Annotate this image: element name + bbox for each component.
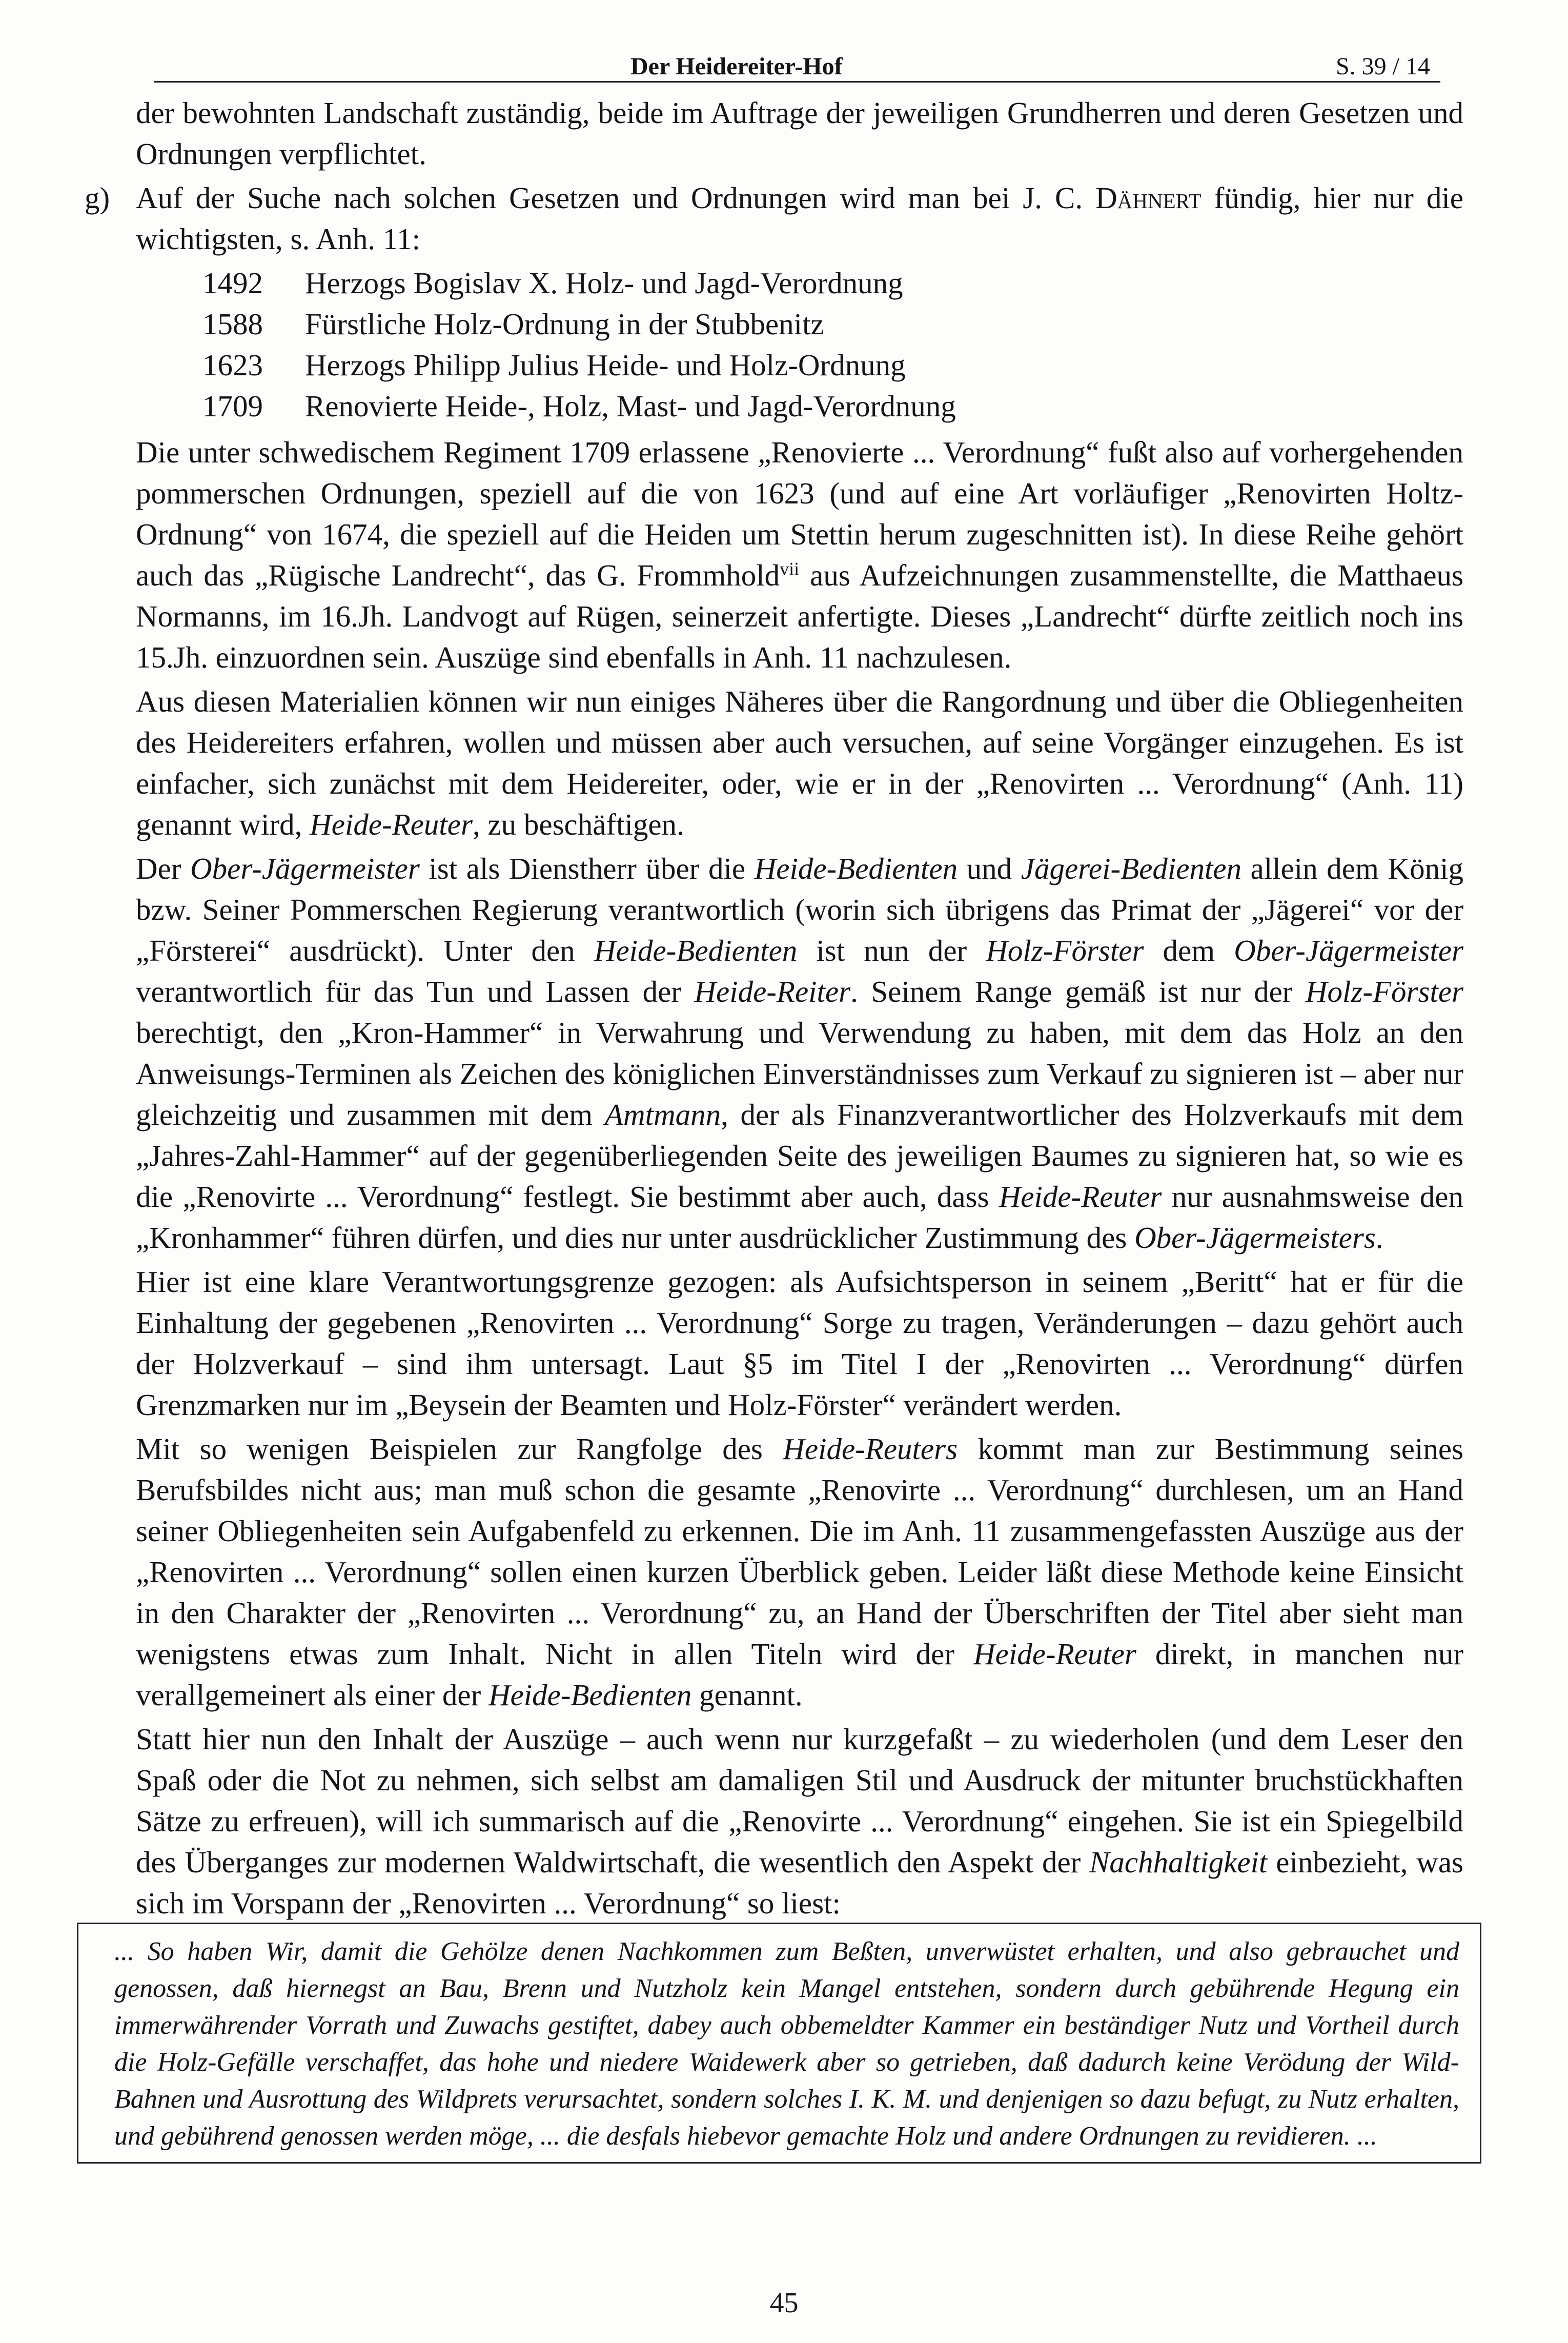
paragraph-text: Mit so wenigen Beispielen zur Rangfolge des xyxy=(136,1432,783,1466)
law-row xyxy=(202,304,1463,345)
body-text xyxy=(85,92,1463,1927)
paragraph-text: kommt man zur Bestimmung seines Berufsbildes nicht aus; man muß schon die gesamte „Renovirte ... Verordnung“ durchlesen, um an Hand seiner Obliegenheiten sein Aufgabenfeld zu erkennen. Die im Anh. 11 zusammengefassten Auszüge aus der „Renovirten ... Verordnung“ sollen einen kurzen Überblick geben. Leider läßt diese Methode keine Einsicht in den Charakter der „Renovirten ... Verordnung“ zu, an Hand der Überschriften der Titel aber sieht man wenigstens etwas zum Inhalt. Nicht in allen Titeln wird der xyxy=(136,1432,1463,1671)
paragraph-text: Statt hier nun den Inhalt der Auszüge – auch wenn nur kurzgefaßt – zu wiederholen (und dem Leser den Spaß oder die Not zu nehmen, sich selbst am damaligen Stil und Ausdruck der mitunter bruchstückhaften Sätze zu erfreuen), will ich summarisch auf die „Renovirte ... Verordnung“ eingehen. Sie ist ein Spiegelbild des Überganges zur modernen Waldwirtschaft, die wesentlich den Aspekt der xyxy=(136,1722,1463,1879)
law-title: Herzogs Bogislav X. Holz- und Jagd-Verordnung xyxy=(305,266,903,300)
paragraph xyxy=(136,681,1463,845)
emphasis: Jägerei-Bedienten xyxy=(1021,852,1242,885)
emphasis: Heide-Reuter xyxy=(310,807,473,841)
paragraph-text: . xyxy=(1375,1221,1383,1255)
paragraph-text: einbezieht, was sich im Vorspann der „Renovirten ... Verordnung“ so liest: xyxy=(136,1845,1463,1920)
paragraph-text: Aus diesen Materialien können wir nun einiges Näheres über die Rangordnung und über die Obliegenheiten des Heidereiters erfahren, wollen und müssen aber auch versuchen, auf seine Vorgänger einzugehen. Es ist einfacher, sich zunächst mit dem Heidereiter, oder, wie er in der „Renovirten ... Verordnung“ (Anh. 11) genannt wird, xyxy=(136,684,1463,841)
law-title: Renovierte Heide-, Holz, Mast- und Jagd-Verordnung xyxy=(305,389,956,423)
emphasis: Ober-Jägermeister xyxy=(1234,934,1463,967)
paragraph-text: Die unter schwedischem Regiment 1709 erlassene „Renovierte ... Verordnung“ fußt also auf vorhergehenden pommerschen Ordnungen, speziell auf die von 1623 (und auf eine Art vorläufiger „Renovirten Holtz-Ordnung“ von 1674, die speziell auf die Heiden um Stettin herum zugeschnitten ist). In diese Reihe gehört auch das „Rügische Landrecht“, das G. Frommhold xyxy=(136,435,1463,592)
emphasis: Ober-Jägermeisters xyxy=(1134,1221,1376,1255)
paragraph-text: ist nun der xyxy=(797,934,986,967)
list-item-text-b: fündig, hier nur die wichtigsten, s. Anh. 11: xyxy=(136,181,1463,256)
emphasis: Heide-Reiter xyxy=(694,975,851,1008)
paragraph-text: und xyxy=(958,852,1021,885)
paragraph-text: direkt, in manchen nur verallgemeinert als einer der xyxy=(136,1637,1463,1712)
paragraph-text: nur ausnahmsweise den „Kronhammer“ führen dürfen, und dies nur unter ausdrücklicher Zustimmung des xyxy=(136,1180,1463,1255)
paragraph xyxy=(136,432,1463,678)
law-row xyxy=(202,386,1463,427)
endnote-marker[interactable]: vii xyxy=(780,558,800,579)
law-year: 1709 xyxy=(202,389,263,423)
paragraph: Hier ist eine klare Verantwortungsgrenze gezogen: als Aufsichtsperson in seinem „Beritt“ hat er für die Einhaltung der gegebenen „Renovirten ... Verordnung“ Sorge zu tragen, Veränderungen – dazu gehört auch der Holzverkauf – sind ihm untersagt. Laut §5 im Titel I der „Renovirten ... Verordnung“ dürfen Grenzmarken nur im „Beysein der Beamten und Holz-Förster“ verändert werden. xyxy=(136,1265,1463,1422)
list-item-letter: g) xyxy=(85,181,110,215)
header-title: Der Heidereiter-Hof xyxy=(630,53,843,80)
running-header xyxy=(154,49,1440,83)
law-title: Fürstliche Holz-Ordnung in der Stubbenitz xyxy=(305,307,824,341)
emphasis: Nachhaltigkeit xyxy=(1089,1845,1268,1879)
emphasis: Holz-Förster xyxy=(986,934,1144,967)
header-page-reference: S. 39 / 14 xyxy=(1335,53,1430,80)
paragraph-text: genannt. xyxy=(691,1678,803,1712)
law-list xyxy=(202,262,1463,427)
emphasis: Heide-Reuter xyxy=(973,1637,1136,1671)
emphasis: Heide-Bedienten xyxy=(488,1678,692,1712)
law-year: 1492 xyxy=(202,266,263,300)
quotation-text: ... So haben Wir, damit die Gehölze denen Nachkommen zum Beßten, unverwüstet erhalten, und also gebrauchet und genossen, daß hiernegst an Bau, Brenn und Nutzholz kein Mangel entstehen, sondern durch gebührende Hegung ein immerwährender Vorrath und Zuwachs gestiftet, dabey auch obbemeldter Kammer ein beständiger Nutz und Vortheil durch die Holz-Gefälle verschaffet, das hohe und niedere Waidewerk aber so getrieben, daß dadurch keine Verödung der Wild-Bahnen und Ausrottung des Wildprets verursachtet, sondern solches I. K. M. und denjenigen so dazu befugt, zu Nutz erhalten, und gebührend genossen werden möge, ... die desfals hiebevor gemachte Holz und andere Ordnungen zu revidieren. ... xyxy=(114,1937,1459,2151)
paragraph-text: dem xyxy=(1144,934,1234,967)
emphasis: Ober-Jägermeister xyxy=(190,852,420,885)
law-row xyxy=(202,262,1463,304)
emphasis: Amtmann xyxy=(604,1098,721,1132)
quotation-box xyxy=(77,1923,1481,2164)
law-row xyxy=(202,345,1463,386)
page-number: 45 xyxy=(769,2287,799,2319)
paragraph-text: ist als Dienstherr über die xyxy=(419,852,755,885)
emphasis: Heide-Reuter xyxy=(999,1180,1162,1214)
paragraph-text: . Seinem Range gemäß ist nur der xyxy=(850,975,1306,1008)
law-year: 1623 xyxy=(202,348,263,382)
emphasis: Heide-Bedienten xyxy=(594,934,798,967)
paragraph-text: allein dem König bzw. Seiner Pommerschen Regierung verantwortlich (worin sich übrigens das Primat der „Jägerei“ vor der „Försterei“ ausdrückt). Unter den xyxy=(136,852,1463,967)
emphasis: Heide-Bedienten xyxy=(754,852,958,885)
law-title: Herzogs Philipp Julius Heide- und Holz-Ordnung xyxy=(305,348,906,382)
emphasis: Heide-Reuters xyxy=(783,1432,958,1466)
paragraph-text: verantwortlich für das Tun und Lassen der xyxy=(136,975,695,1008)
list-item-g xyxy=(85,177,1463,259)
paragraph xyxy=(136,1719,1463,1924)
emphasis: Holz-Förster xyxy=(1305,975,1463,1008)
author-name: Dähnert xyxy=(1095,181,1202,215)
law-year: 1588 xyxy=(202,307,263,341)
paragraph-text: aus Aufzeichnungen zusammenstellte, die Matthaeus Normanns, im 16.Jh. Landvogt auf Rügen, seinerzeit anfertigte. Dieses „Landrecht“ dürfte zeitlich noch ins 15.Jh. einzuordnen sein. Auszüge sind ebenfalls in Anh. 11 nachzulesen. xyxy=(136,558,1463,674)
paragraph-text: , zu beschäftigen. xyxy=(472,807,684,841)
paragraph xyxy=(136,1428,1463,1715)
paragraph xyxy=(136,848,1463,1258)
paragraph-text: Der xyxy=(136,852,191,885)
list-item-text-a: Auf der Suche nach solchen Gesetzen und Ordnungen wird man bei J. C. xyxy=(136,181,1096,215)
paragraph-text: , der als Finanzverantwortlicher des Holzverkaufs mit dem „Jahres-Zahl-Hammer“ auf der gegenüberliegenden Seite des jeweiligen Baumes zu signieren hat, so wie es die „Renovirte ... Verordnung“ festlegt. Sie bestimmt aber auch, dass xyxy=(136,1098,1463,1214)
paragraph-text: berechtigt, den „Kron-Hammer“ in Verwahrung und Verwendung zu haben, mit dem das Holz an den Anweisungs-Terminen als Zeichen des königlichen Einverständnisses zum Verkauf zu signieren ist – aber nur gleichzeitig und zusammen mit dem xyxy=(136,1016,1463,1132)
paragraph-continuation: der bewohnten Landschaft zuständig, beide im Auftrage der jeweiligen Grundherren und deren Gesetzen und Ordnungen verpflichtet. xyxy=(136,96,1463,171)
